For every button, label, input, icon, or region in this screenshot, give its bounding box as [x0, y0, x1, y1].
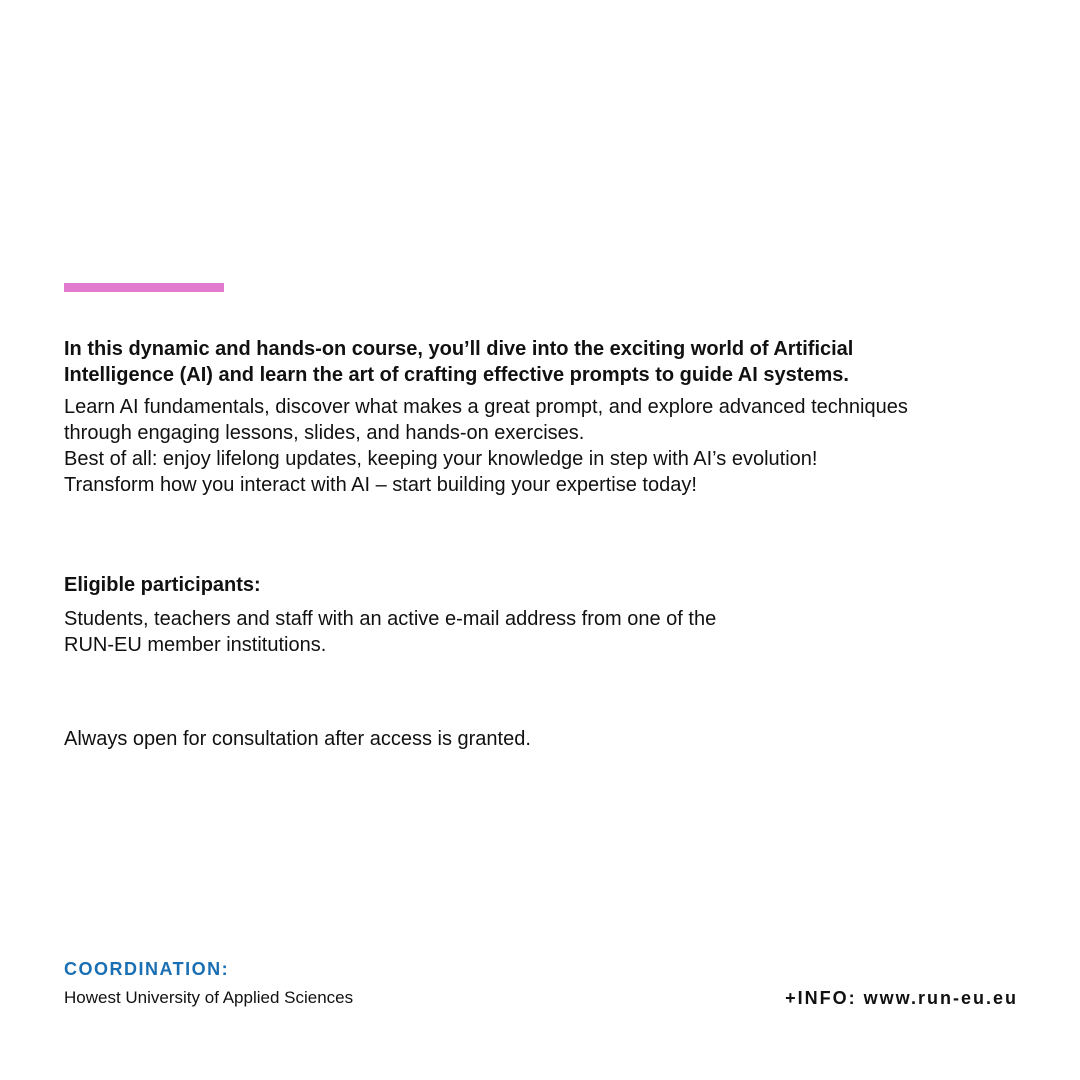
- info-link[interactable]: +INFO: www.run-eu.eu: [785, 988, 1018, 1008]
- eligible-participants-section: [64, 572, 1024, 658]
- course-description: [64, 336, 1024, 498]
- intro-body-line-1: Learn AI fundamentals, discover what makes a great prompt, and explore advanced techniques: [64, 396, 908, 418]
- intro-heading-line-1: In this dynamic and hands-on course, you’ll dive into the exciting world of Artificial: [64, 338, 854, 360]
- intro-heading-line-2: Intelligence (AI) and learn the art of crafting effective prompts to guide AI systems.: [64, 364, 849, 386]
- eligible-participants-heading: Eligible participants:: [64, 574, 261, 596]
- intro-body-line-4: Transform how you interact with AI – start building your expertise today!: [64, 474, 697, 496]
- eligible-participants-line-2: RUN-EU member institutions.: [64, 634, 327, 656]
- intro-body: [64, 394, 1024, 498]
- eligible-participants-line-1: Students, teachers and staff with an active e-mail address from one of the: [64, 608, 717, 630]
- coordination-label: COORDINATION:: [64, 959, 230, 979]
- availability-note: Always open for consultation after access is granted.: [64, 728, 531, 750]
- accent-bar: [64, 283, 224, 292]
- intro-body-line-2: through engaging lessons, slides, and hands-on exercises.: [64, 422, 585, 444]
- intro-body-line-3: Best of all: enjoy lifelong updates, keeping your knowledge in step with AI’s evolution!: [64, 448, 818, 470]
- coordination-institution: Howest University of Applied Sciences: [64, 988, 354, 1007]
